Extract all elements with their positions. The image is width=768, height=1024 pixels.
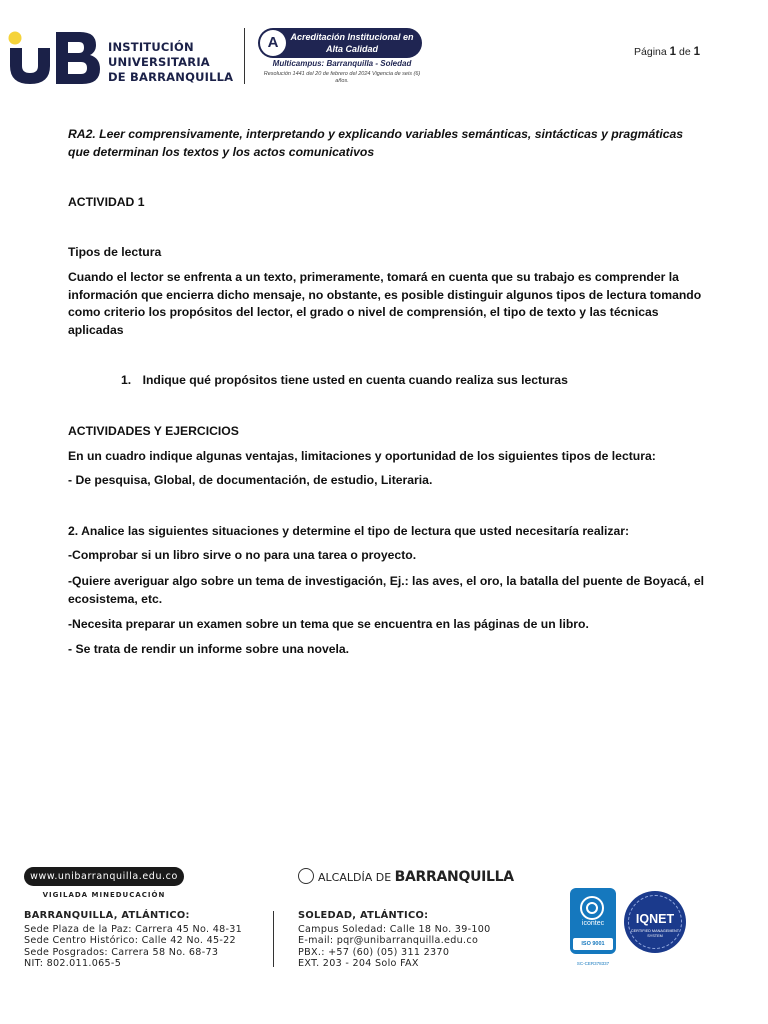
footer-left-title: BARRANQUILLA, ATLÁNTICO: <box>24 910 190 921</box>
address-line: Sede Posgrados: Carrera 58 No. 68-73 <box>24 946 219 958</box>
icontec-logo-inner-icon <box>586 902 598 914</box>
alcaldia-city: BARRANQUILLA <box>394 869 514 885</box>
address-line: PBX.: +57 (60) (05) 311 2370 <box>298 946 450 958</box>
vigilada-label: VIGILADA MINEDUCACIÓN <box>42 891 166 899</box>
institution-line-2: UNIVERSITARIA <box>108 55 210 69</box>
address-line: NIT: 802.011.065-5 <box>24 958 122 969</box>
exercises-instruction: En un cuadro indique algunas ventajas, limitaciones y oportunidad de los siguientes tipos de lectura: <box>68 449 656 463</box>
page-total: 1 <box>693 46 700 58</box>
icontec-iso: ISO 9001 <box>573 938 613 950</box>
address-line: EXT. 203 - 204 Solo FAX <box>298 958 419 969</box>
situation-item: -Comprobar si un libro sirve o no para una tarea o proyecto. <box>68 548 417 562</box>
alcaldia-prefix: ALCALDÍA DE <box>318 871 392 884</box>
footer-address-barranquilla <box>24 910 242 970</box>
page-label: Página <box>634 46 667 58</box>
intro-paragraph: Cuando el lector se enfrenta a un texto, primeramente, tomará en cuenta que su trabajo es comprender la información que encierra dicho mensaje, no obstante, es posible distinguir algunos tipos de lectura tomando como criterio los propósitos del lector, el grado o nivel de comprensión, el tipo de texto y las técnicas aplicadas <box>68 270 702 337</box>
question-2: 2. Analice las siguientes situaciones y determine el tipo de lectura que usted necesitaría realizar: <box>68 524 630 538</box>
ub-logo <box>8 28 100 86</box>
institution-name <box>108 40 233 85</box>
ra-statement: RA2. Leer comprensivamente, interpretando y explicando variables semánticas, sintácticas y pragmáticas que determinan los textos y los actos comunicativos <box>68 127 684 159</box>
header-divider <box>244 28 245 84</box>
institution-line-3: DE BARRANQUILLA <box>108 70 234 84</box>
footer-address-soledad <box>298 910 491 970</box>
iqnet-sub: CERTIFIED MANAGEMENT SYSTEM <box>630 929 680 938</box>
accreditation-icon: A <box>260 30 286 56</box>
question-1-number: 1. <box>121 373 132 387</box>
alcaldia-seal-icon <box>298 868 314 884</box>
page-number <box>600 46 700 58</box>
section-title: Tipos de lectura <box>68 245 162 259</box>
multicampus-label: Multicampus: Barranquilla - Soledad <box>272 59 412 68</box>
question-1-text: Indique qué propósitos tiene usted en cuenta cuando realiza sus lecturas <box>142 373 568 387</box>
footer-divider <box>273 911 274 967</box>
institution-line-1: INSTITUCIÓN <box>108 40 194 54</box>
icontec-code: SC-CER378337 <box>576 961 610 966</box>
address-line: Campus Soledad: Calle 18 No. 39-100 <box>298 923 491 935</box>
activity-title: ACTIVIDAD 1 <box>68 195 145 209</box>
email-link[interactable]: E-mail: pqr@unibarranquilla.edu.co <box>298 935 479 946</box>
situation-item: - Se trata de rendir un informe sobre una novela. <box>68 642 350 656</box>
alcaldia-logo <box>298 868 514 885</box>
page-current: 1 <box>669 46 677 58</box>
exercises-title: ACTIVIDADES Y EJERCICIOS <box>68 424 239 438</box>
situation-item: -Quiere averiguar algo sobre un tema de investigación, Ej.: las aves, el oro, la batalla del puente de Boyacá, el ecosistema, etc. <box>68 574 704 606</box>
situation-item: -Necesita preparar un examen sobre un tema que se encuentra en las páginas de un libro. <box>68 617 589 631</box>
website-link[interactable]: www.unibarranquilla.edu.co <box>24 867 184 886</box>
accreditation-title: Acreditación Institucional en Alta Calidad <box>290 32 414 54</box>
resolution-note: Resolución 1441 del 20 de febrero del 2024 Vigencia de seis (6) años. <box>263 71 421 84</box>
page-of: de <box>678 46 691 58</box>
question-1 <box>121 372 711 390</box>
footer-right-title: SOLEDAD, ATLÁNTICO: <box>298 910 429 921</box>
address-line: Sede Plaza de la Paz: Carrera 45 No. 48-31 <box>24 923 243 935</box>
reading-types: - De pesquisa, Global, de documentación, de estudio, Literaria. <box>68 473 433 487</box>
iqnet-name: IQNET <box>635 912 675 926</box>
address-line: Sede Centro Histórico: Calle 42 No. 45-22 <box>24 935 236 946</box>
icontec-name: icontec <box>581 920 605 927</box>
